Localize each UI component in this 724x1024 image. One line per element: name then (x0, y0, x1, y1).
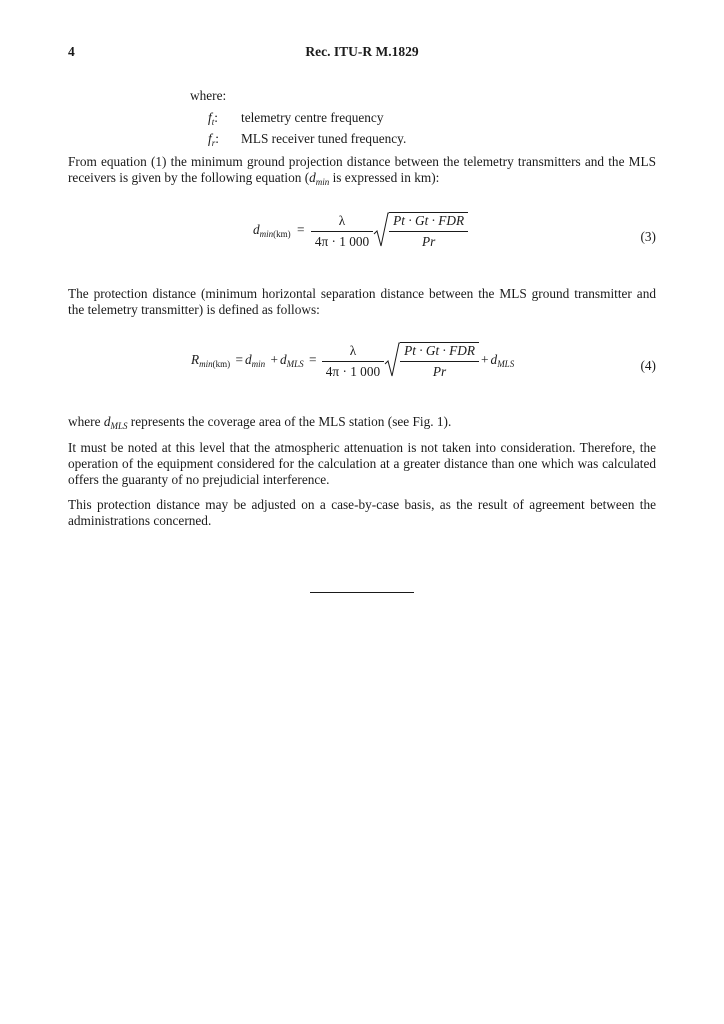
radical-sign-icon (384, 342, 400, 378)
square-root (384, 342, 479, 380)
eq-var: d (279, 352, 287, 368)
text: is expressed in km): (329, 170, 440, 185)
var-subscript: MLS (110, 421, 128, 431)
eq-plus: + (481, 352, 489, 368)
text: represents the coverage area of the MLS station (see Fig. 1). (127, 414, 452, 429)
symbol-subscript: t (211, 117, 215, 127)
eq-subscript: min (199, 359, 213, 370)
eq-equals: = (308, 352, 317, 368)
where-item-fr (208, 131, 219, 151)
where-item-fr-desc: MLS receiver tuned frequency. (241, 131, 407, 146)
symbol: f (208, 131, 212, 146)
root-numerator: Pt · Gt · FDR (389, 213, 468, 232)
where-label: where: (190, 88, 227, 103)
eq-subscript: min (251, 359, 266, 370)
equation-3 (253, 212, 468, 250)
eq-subscript: MLS (497, 359, 515, 370)
where-item-ft-desc: telemetry centre frequency (241, 110, 384, 125)
end-rule (310, 592, 414, 593)
root-fraction (400, 342, 479, 380)
eq-equals: = (235, 352, 243, 368)
eq-var: d (253, 222, 260, 238)
paragraph-3 (68, 414, 656, 434)
separator: : (214, 110, 218, 125)
fraction-denominator: 4π · 1 000 (325, 363, 381, 379)
eq-unit: (km) (212, 359, 231, 370)
var-subscript: min (315, 177, 330, 187)
equation-4-number: (4) (640, 358, 656, 373)
fraction-numerator: λ (311, 213, 373, 232)
fraction (322, 343, 384, 380)
text: From equation (1) the minimum ground projection distance between the telemetry transmitters and the MLS receivers is given by the following equation ( (68, 154, 656, 185)
eq-var: R (191, 352, 200, 368)
var: d (103, 414, 111, 429)
eq-var: d (244, 352, 252, 368)
eq-unit: (km) (273, 229, 291, 240)
separator: : (215, 131, 219, 146)
root-fraction (389, 212, 468, 250)
fraction (311, 213, 373, 250)
where-item-ft (208, 110, 218, 130)
eq-plus: + (270, 352, 278, 368)
eq-equals: = (296, 222, 305, 238)
radical-sign-icon (373, 212, 389, 248)
eq-var: d (490, 352, 498, 368)
paragraph-5: This protection distance may be adjusted on a case-by-case basis, as the result of agreement between the administrations concerned. (68, 497, 656, 528)
paragraph-2: The protection distance (minimum horizontal separation distance between the MLS ground transmitter and the telemetry transmitter) is defined as follows: (68, 286, 656, 317)
eq-subscript: min (259, 229, 274, 240)
eq-subscript: MLS (286, 359, 304, 370)
page-header-title: Rec. ITU-R M.1829 (305, 44, 419, 59)
page-number: 4 (68, 44, 75, 59)
symbol: f (208, 110, 212, 125)
var: d (309, 170, 316, 185)
equation-3-number: (3) (640, 229, 656, 244)
text: where (68, 414, 104, 429)
equation-4 (191, 342, 514, 380)
root-denominator: Pr (432, 364, 447, 379)
root-denominator: Pr (421, 234, 436, 249)
fraction-numerator: λ (322, 343, 384, 362)
paragraph-1 (68, 154, 656, 190)
paragraph-4: It must be noted at this level that the atmospheric attenuation is not taken into consideration. Therefore, the operation of the equipment considered for the calculation at a greater distance than one which was calculated offers the guaranty of no prejudicial interference. (68, 440, 656, 487)
symbol-subscript: r (211, 138, 216, 148)
fraction-denominator: 4π · 1 000 (314, 233, 370, 249)
square-root (373, 212, 468, 250)
root-numerator: Pt · Gt · FDR (400, 343, 479, 362)
